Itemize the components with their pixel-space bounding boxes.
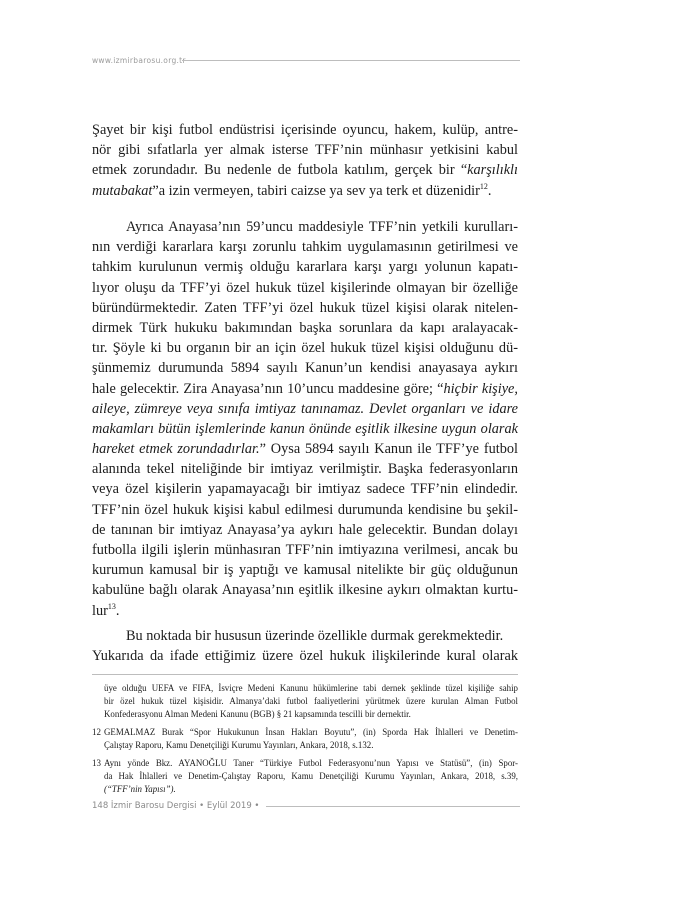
- text-segment: ”a izin vermeyen, tabiri caizse ya sev ya terk et düzenidir: [152, 182, 480, 199]
- text-segment: ” Oysa 5894 sayılı Kanun ile TFF’ye futbol: [259, 441, 518, 458]
- text-line: Ayrıca Anayasa’nın 59’uncu maddesiyle TFF’nin yetkili kurulları-: [126, 219, 518, 235]
- text-line: [92, 399, 518, 419]
- italic-segment: aileye, zümreye veya sınıfa imtiyaz tanınamaz. Devlet organları ve idare: [92, 400, 518, 417]
- footnote-line: Aynı yönde Bkz. AYANOĞLU Taner “Türkiye Futbol Federasyonu’nun Yapısı ve Statüsü”, (in) Spor-: [104, 758, 518, 768]
- text-segment: hale gelecektir. Zira Anayasa’nın 10’uncu maddesine göre; “: [92, 380, 444, 397]
- footnote-line: GEMALMAZ Burak “Spor Hukukunun İnsan Hakları Boyutu”, (in) Sporda Hak İhlalleri ve Denetim-: [104, 727, 518, 737]
- text-segment: etmek zorundadır. Bu nedenle de futbola katılım, gerçek bir “: [92, 162, 468, 179]
- footnote-separator: [92, 674, 518, 675]
- header-rule: [182, 60, 520, 61]
- text-line: kurumun kamusal bir iş yaptığı ve kamusal nitelikte bir güç olduğunun: [92, 562, 518, 579]
- text-line: tahkim kurulunun vermiş olduğu kararlara karşı yargı yolunun kapatı-: [92, 259, 518, 276]
- footnote-13: [92, 757, 518, 797]
- text-line: veya özel kişilerin yapamayacağı bir imtiyaz sadece TFF’nin elindedir.: [92, 481, 518, 498]
- text-line: [92, 181, 518, 201]
- text-line: nın verdiği kararlara karşı zorunlu tahkim uygulamasının getirilmesi ve: [92, 239, 518, 256]
- text-line: büründürmektedir. Zaten TFF’yi özel hukuk tüzel kişisi olarak nitelen-: [92, 299, 518, 316]
- footnote-line: Çalıştay Raporu, Kamu Denetçiliği Kurumu Yayınları, Ankara, 2018, s.132.: [104, 740, 374, 751]
- text-line: tır. Şöyle ki bu organın bir an için özel hukuk tüzel kişisi olduğunu dü-: [92, 340, 518, 357]
- italic-segment: mutabakat: [92, 182, 153, 199]
- text-line: [92, 439, 518, 459]
- paragraph-2: [92, 217, 518, 621]
- text-line: [92, 601, 518, 621]
- italic-segment: karşılıklı: [467, 162, 518, 179]
- text-line: [92, 419, 518, 439]
- text-line: Bu noktada bir hususun üzerinde özellikle durmak gerekmektedir.: [126, 628, 504, 644]
- footer-rule: [266, 806, 520, 807]
- text-segment: .: [487, 182, 492, 199]
- text-line: de tanınan bir imtiyaz Anayasa’ya aykırı hale gelecektir. Bundan dolayı: [92, 521, 518, 538]
- text-segment: lur: [92, 602, 108, 619]
- footnote-line: Konfederasyonu Alman Medeni Kanunu (BGB) § 21 kapsamında tescilli bir dernektir.: [104, 709, 411, 720]
- text-line: [92, 160, 518, 180]
- footnote-ref-13[interactable]: 13: [107, 601, 116, 611]
- text-line: Şayet bir kişi futbol endüstrisi içerisinde oyuncu, hakem, kulüp, antre-: [92, 122, 518, 138]
- text-line: futbolla ilgili işlerin münhasıran TFF’nin imtiyazına verilmesi, ancak bu: [92, 542, 518, 558]
- text-line: TFF’nin özel hukuk kişisi kabul edilmesi durumunda kendisine bu şekil-: [92, 501, 518, 518]
- italic-segment: makamları bütün işlemlerinde kanun önünde eşitlik ilkesine uygun olarak: [92, 420, 518, 437]
- text-line: kabulüne bağlı olarak Anayasa’nın eşitlik ilkesine aykırı olmaktan kurtu-: [92, 582, 518, 599]
- footnote-continued: [92, 682, 518, 722]
- text-line: nör gibi sıfatlarla yer almak isterse TFF’nin münhasır yetkisini kabul: [92, 142, 518, 159]
- footnote-number: 13: [92, 758, 101, 768]
- footnote-number: 12: [92, 727, 101, 737]
- footnote-12: [92, 726, 518, 752]
- text-segment: .: [115, 602, 120, 619]
- footnote-line: [92, 783, 518, 796]
- footnote-line: üye olduğu UEFA ve FIFA, İsviçre Medeni Kanunu hükümlerine tabi dernek şeklinde tüzel kişiliğe sahip: [104, 683, 518, 693]
- page-footer: 148 İzmir Barosu Dergisi • Eylül 2019 •: [92, 801, 260, 811]
- text-line: şünmemiz durumunda 5894 sayılı Kanun’un kendisi anayasaya aykırı: [92, 360, 518, 377]
- footnote-ref-12[interactable]: 12: [479, 181, 488, 191]
- header-url: www.izmirbarosu.org.tr: [92, 56, 186, 65]
- text-line: lıyor oluşu da TFF’yi özel hukuk tüzel kişilerinde olmayan bir özelliğe: [92, 279, 518, 296]
- italic-segment: hareket etmek zorundadırlar.: [92, 441, 260, 458]
- italic-segment: hiçbir kişiye,: [443, 380, 518, 397]
- text-line: Yukarıda da ifade ettiğimiz üzere özel hukuk ilişkilerinde kural olarak: [92, 648, 518, 665]
- footnote-line: bir özel hukuk tüzel kişisidir. Almanya’daki futbol faaliyetlerini yürütmek üzere kurulan Alman Futbol: [104, 696, 518, 707]
- text-line: alanında tekel niteliğinde bir imtiyaz verilmiştir. Başka federasyonların: [92, 461, 518, 478]
- italic-segment: (“TFF’nin Yapısı”).: [104, 784, 176, 795]
- paragraph-1: [92, 120, 518, 201]
- paragraph-3: [92, 626, 518, 666]
- text-line: dirmek Türk hukuku bakımından başka sorunlara da kapı aralayacak-: [92, 319, 518, 336]
- footnote-line: da Hak İhlalleri ve Denetim-Çalıştay Raporu, Kamu Denetçiliği Kurumu Yayınları, Ankara, 2018, s.39,: [104, 771, 518, 782]
- text-line: [92, 379, 518, 399]
